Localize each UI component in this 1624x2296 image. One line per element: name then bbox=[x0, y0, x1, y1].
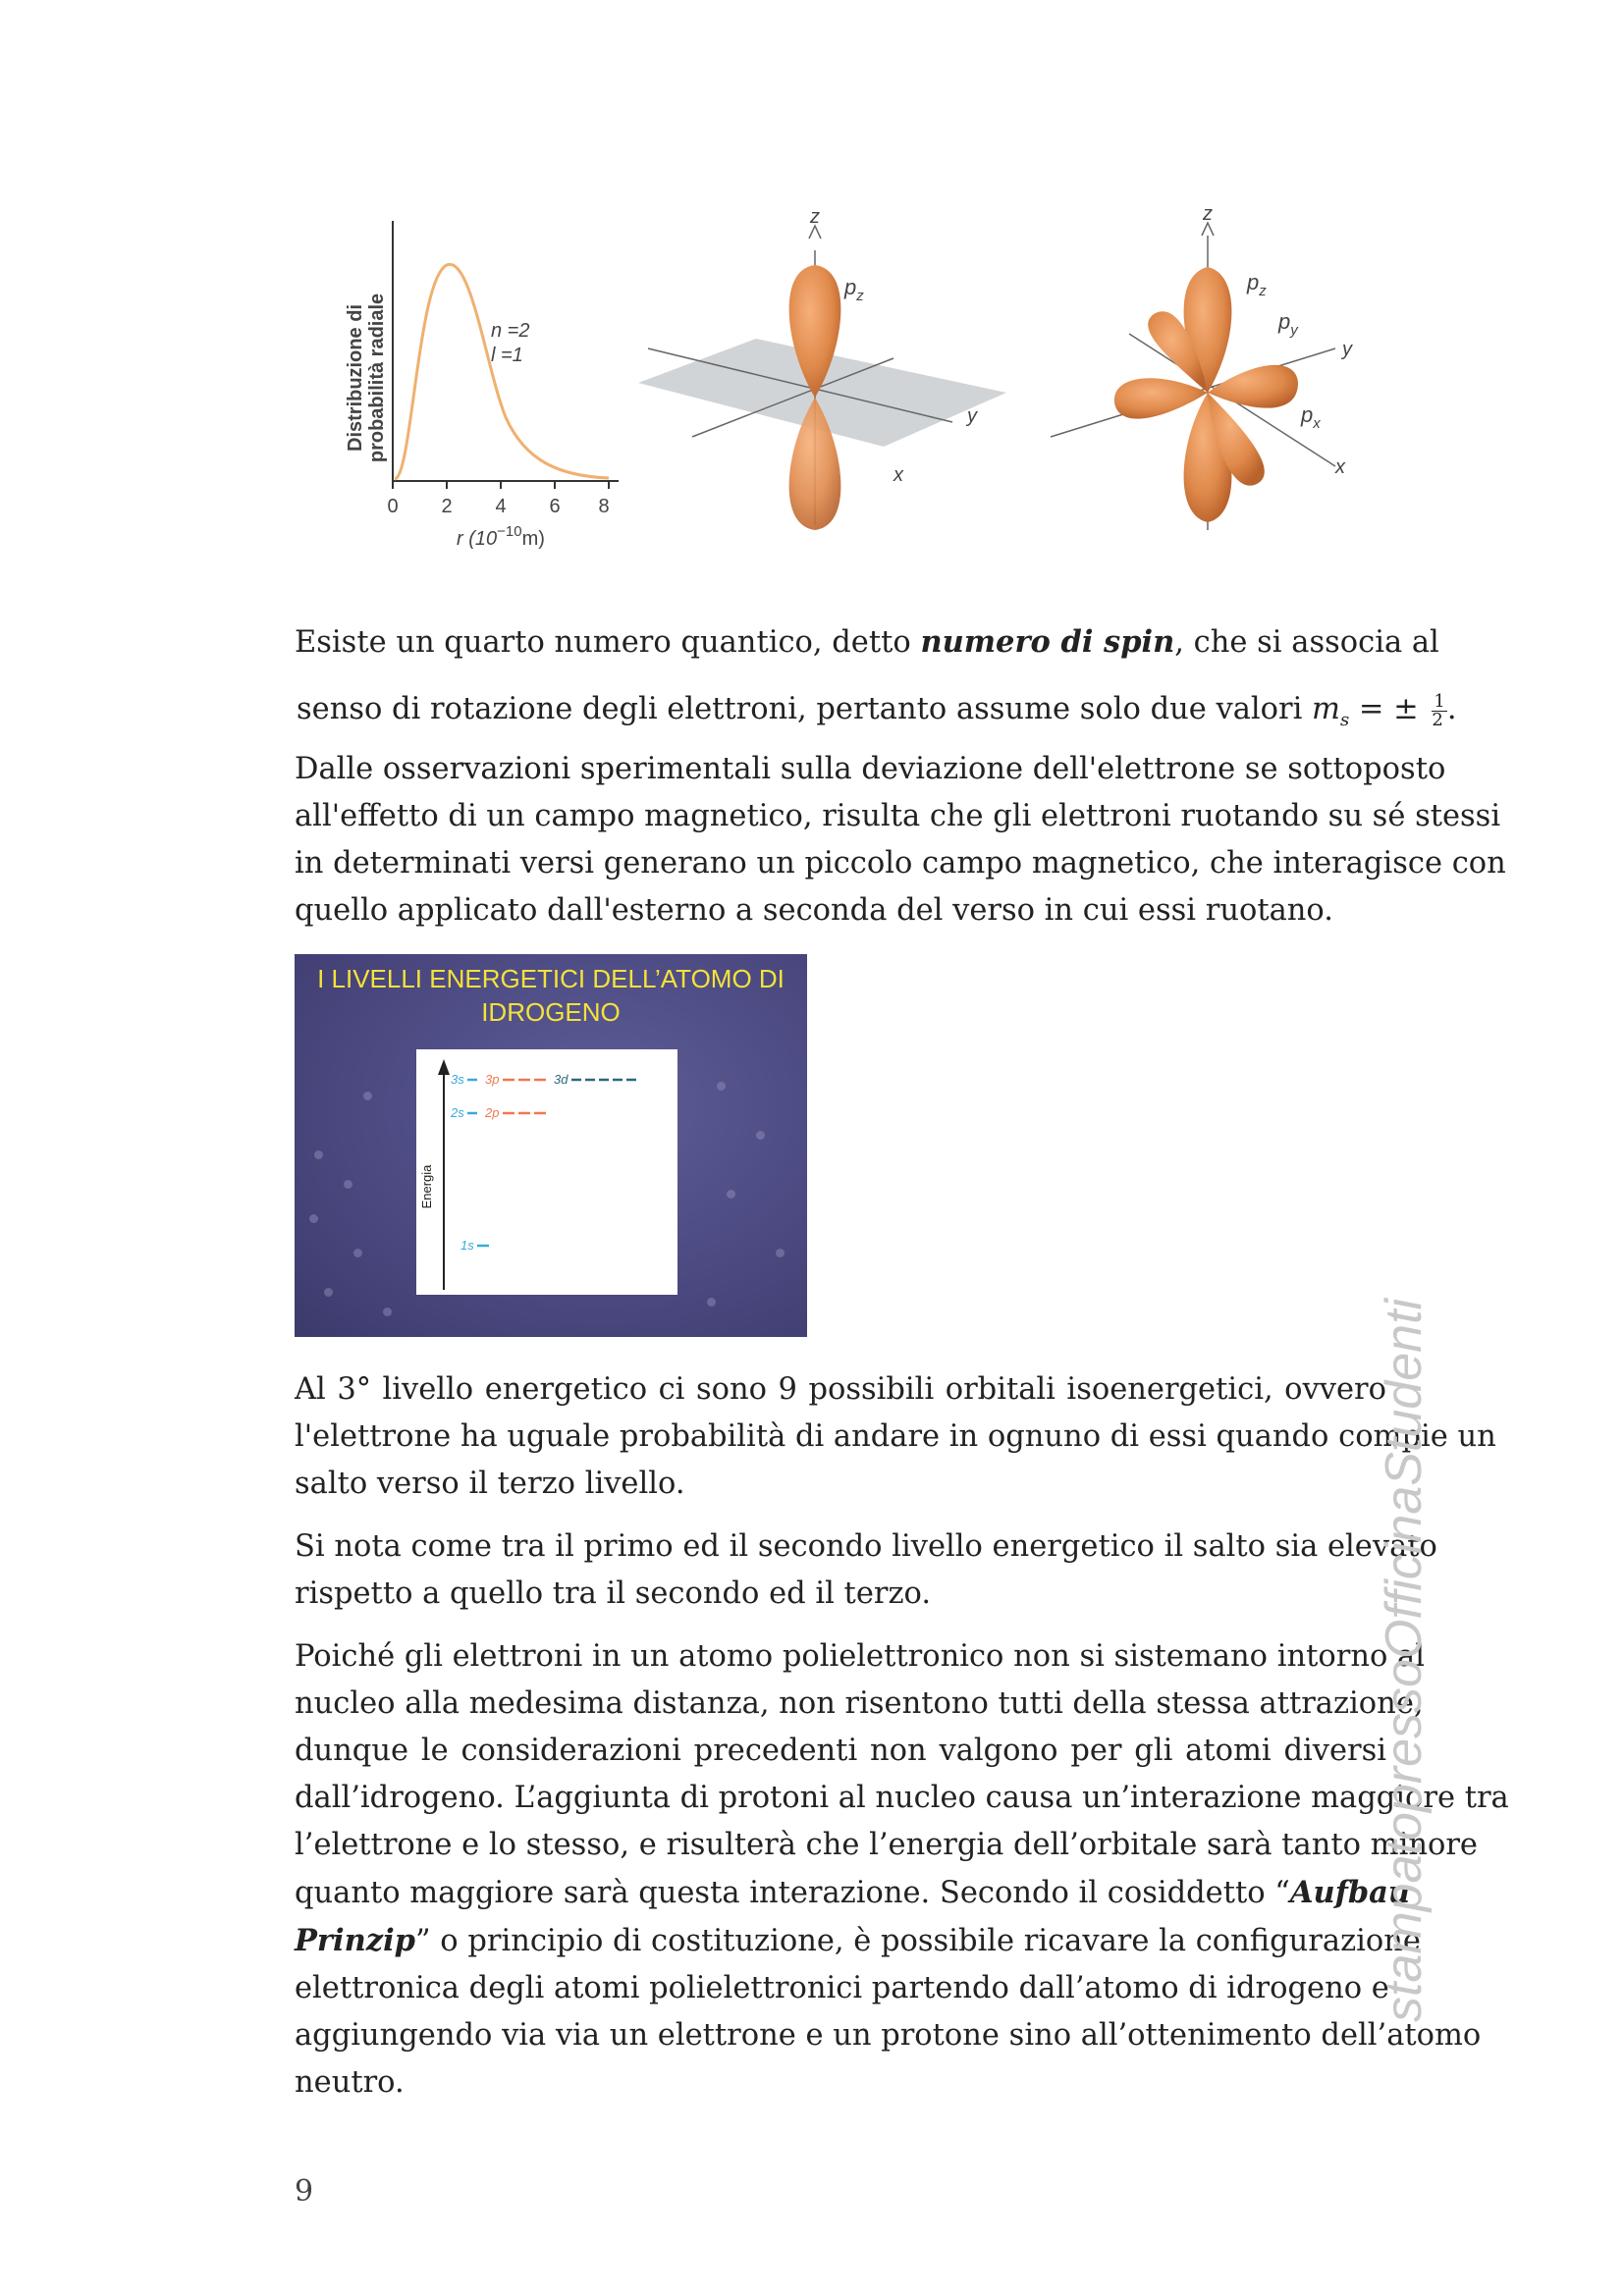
page-number: 9 bbox=[295, 2174, 314, 2209]
energy-diagram bbox=[416, 1049, 677, 1295]
text-line: in determinati versi generano un piccolo campo magnetico, che interagisce con bbox=[295, 846, 1506, 881]
text-line: Prinzip” o principio di costituzione, è possibile ricavare la configurazione bbox=[295, 1923, 1421, 1958]
py-lobe bbox=[1114, 378, 1208, 418]
text-line: aggiungendo via via un elettrone e un protone sino all’ottenimento dell’atomo bbox=[295, 2018, 1482, 2053]
slide-title: I LIVELLI ENERGETICI DELL’ATOMO DI IDROGENO bbox=[317, 964, 785, 1027]
x-tick-label: 8 bbox=[598, 496, 610, 517]
text-line: Dalle osservazioni sperimentali sulla deviazione dell'elettrone se sottoposto bbox=[295, 752, 1446, 786]
paragraph-spin bbox=[295, 618, 1457, 744]
text-line: quanto maggiore sarà questa interazione. Secondo il cosiddetto “Aufbau bbox=[295, 1875, 1411, 1910]
radial-distribution-figure bbox=[324, 211, 619, 560]
text-line: Esiste un quarto numero quantico, detto numero di spin, che si associa al bbox=[295, 624, 1439, 660]
py-label: $p_y$ bbox=[1278, 309, 1298, 339]
y-axis-label-1: Distribuzione di bbox=[345, 304, 366, 452]
level-1s-label: 1s bbox=[460, 1238, 474, 1253]
x-tick-label: 2 bbox=[441, 496, 453, 517]
text-line: dall’idrogeno. L’aggiunta di protoni al nucleo causa un’interazione maggiore tra bbox=[295, 1781, 1509, 1815]
text-line: Poiché gli elettroni in un atomo polielettronico non si sistemano intorno al bbox=[295, 1639, 1425, 1674]
paragraph-third-level bbox=[295, 1366, 1496, 1508]
paragraph-observations bbox=[295, 746, 1506, 934]
x-tick-label: 0 bbox=[387, 496, 399, 517]
svg-text:y: y bbox=[967, 405, 977, 427]
text-line: rispetto a quello tra il secondo ed il terzo. bbox=[295, 1576, 932, 1611]
x-axis-label: r $(10^{-10}m)$ bbox=[457, 523, 545, 550]
energy-axis-label: Energia bbox=[419, 1164, 434, 1209]
y-axis-label-2: probabilità radiale bbox=[366, 293, 388, 463]
text-line: senso di rotazione degli elettroni, pertanto assume solo due valori $m_s$ = ± $\frac{1}{2}$ . bbox=[297, 690, 1457, 731]
text-line: l’elettrone e lo stesso, e risulterà che l’energia dell’orbitale sarà tanto minore bbox=[295, 1828, 1478, 1862]
level-2p-label: 2p bbox=[485, 1105, 500, 1120]
text-line: salto verso il terzo livello. bbox=[295, 1467, 685, 1501]
level-3d-label: 3d bbox=[554, 1072, 568, 1087]
fraction-half: $\frac{1}{2}$ bbox=[1432, 690, 1445, 730]
text-line: neutro. bbox=[295, 2065, 405, 2100]
p-orbitals-figure bbox=[1041, 206, 1365, 540]
level-3s-label: 3s bbox=[451, 1072, 464, 1087]
level-3p-label: 3p bbox=[485, 1072, 500, 1087]
svg-text:x: x bbox=[893, 464, 903, 486]
text-line: quello applicato dall'esterno a seconda del verso in cui essi ruotano. bbox=[295, 893, 1333, 928]
text-line: all'effetto di un campo magnetico, risulta che gli elettroni ruotando su sé stessi bbox=[295, 799, 1501, 833]
svg-text:x: x bbox=[1335, 456, 1345, 478]
svg-text:z: z bbox=[1203, 206, 1213, 225]
text-line: Si nota come tra il primo ed il secondo livello energetico il salto sia elevato bbox=[295, 1529, 1437, 1564]
text-line: Al 3° livello energetico ci sono 9 possibili orbitali isoenergetici, ovvero bbox=[295, 1372, 1386, 1407]
bold-term: Aufbau bbox=[1289, 1875, 1411, 1910]
spin-symbol: $m_s$ bbox=[1312, 692, 1350, 731]
text-line: nucleo alla medesima distanza, non risentono tutti della stessa attrazione, bbox=[295, 1686, 1424, 1721]
pz-label: $p_z$ bbox=[1247, 270, 1267, 299]
svg-text:y: y bbox=[1342, 339, 1352, 360]
watermark: stampatopressoOfficinaStudenti bbox=[1376, 1298, 1433, 2022]
pz-orbital-figure bbox=[628, 211, 1011, 535]
radial-curve bbox=[395, 264, 609, 479]
text-line: elettronica degli atomi polielettronici partendo dall’atomo di idrogeno e bbox=[295, 1971, 1389, 2005]
svg-text:z: z bbox=[810, 211, 820, 228]
text-line: dunque le considerazioni precedenti non valgono per gli atomi diversi bbox=[295, 1734, 1386, 1768]
x-tick-label: 6 bbox=[549, 496, 561, 517]
py-lobe bbox=[1208, 365, 1298, 408]
pz-label: $p_z$ bbox=[844, 275, 864, 304]
energy-levels-slide bbox=[295, 954, 807, 1337]
level-2s-label: 2s bbox=[451, 1105, 464, 1120]
paragraph-energy-gap bbox=[295, 1523, 1437, 1618]
l-label: l =1 bbox=[491, 345, 523, 366]
bold-term: numero di spin bbox=[920, 624, 1175, 660]
text-line: l'elettrone ha uguale probabilità di andare in ognuno di essi quando compie un bbox=[295, 1419, 1496, 1454]
px-label: $p_x$ bbox=[1301, 402, 1321, 432]
n-label: n =2 bbox=[491, 320, 530, 342]
x-tick-label: 4 bbox=[495, 496, 507, 517]
bold-term: Prinzip bbox=[295, 1923, 415, 1958]
